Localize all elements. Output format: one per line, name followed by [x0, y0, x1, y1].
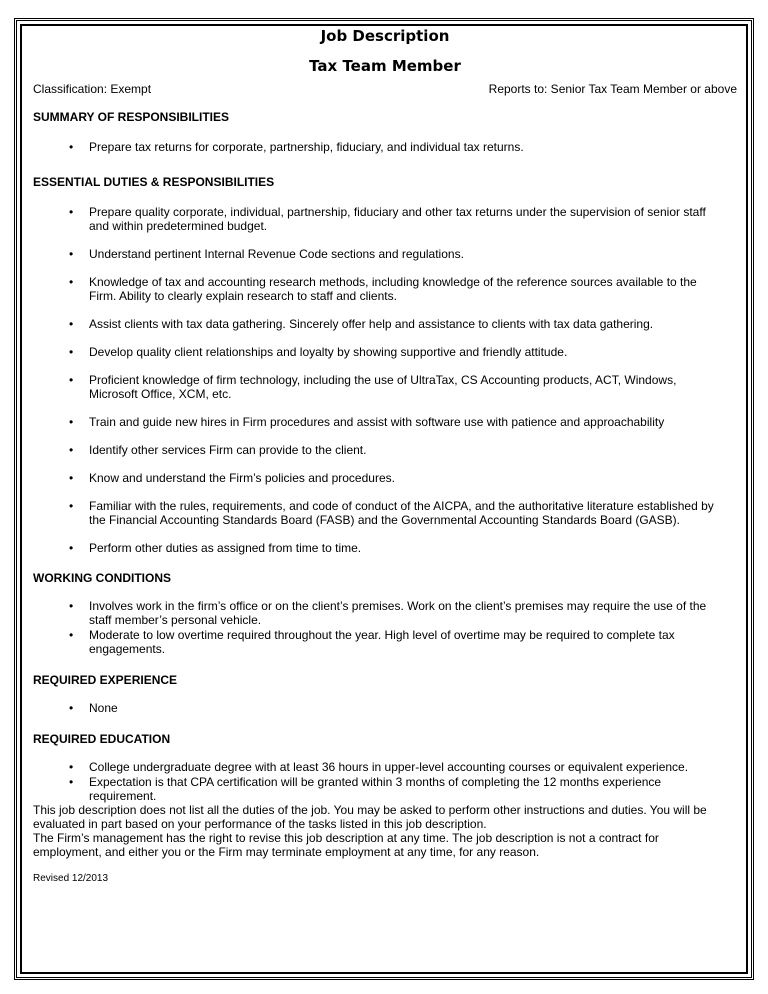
list-item: • Develop quality client relationships and loyalty by showing supportive and friendly attitude. — [33, 345, 725, 359]
essential-duties-heading: ESSENTIAL DUTIES & RESPONSIBILITIES — [33, 175, 275, 189]
list-item: • College undergraduate degree with at least 36 hours in upper-level accounting courses or equivalent experience. — [33, 760, 725, 774]
list-item: • Involves work in the firm’s office or on the client’s premises. Work on the client’s premises may require the use of the staff member’s personal vehicle. — [33, 599, 725, 627]
summary-list — [33, 140, 737, 154]
essential-duties-list — [33, 205, 737, 555]
list-item: • Train and guide new hires in Firm procedures and assist with software use with patience and approachability — [33, 415, 725, 429]
working-conditions-list — [33, 599, 737, 656]
list-item: • Identify other services Firm can provide to the client. — [33, 443, 725, 457]
disclaimer-paragraph: This job description does not list all the duties of the job. You may be asked to perform other instructions and duties. You will be evaluated in part based on your performance of the tasks listed in this job description. — [33, 803, 707, 831]
list-item: • Prepare tax returns for corporate, partnership, fiduciary, and individual tax returns. — [33, 140, 725, 154]
job-title: Tax Team Member — [309, 57, 461, 75]
list-item: • Know and understand the Firm’s policies and procedures. — [33, 471, 725, 485]
document-title: Job Description — [320, 27, 450, 45]
required-education-list — [33, 760, 737, 803]
list-item: • Prepare quality corporate, individual, partnership, fiduciary and other tax returns under the supervision of senior staff and within predetermined budget. — [33, 205, 725, 233]
meta-row — [33, 82, 737, 96]
list-item: • Expectation is that CPA certification will be granted within 3 months of completing the 12 months experience requirement. — [33, 775, 725, 803]
required-experience-heading: REQUIRED EXPERIENCE — [33, 673, 178, 687]
revision-rights-paragraph: The Firm’s management has the right to revise this job description at any time. The job description is not a contract for employment, and either you or the Firm may terminate employment at any time, for any reason. — [33, 831, 659, 859]
required-experience-list — [33, 701, 737, 715]
list-item: • Proficient knowledge of firm technology, including the use of UltraTax, CS Accounting products, ACT, Windows, Microsoft Office, XCM, etc. — [33, 373, 725, 401]
list-item: • Familiar with the rules, requirements, and code of conduct of the AICPA, and the authoritative literature established by the Financial Accounting Standards Board (FASB) and the Governmental Accounting Standards Board (GASB). — [33, 499, 725, 527]
list-item: • Moderate to low overtime required throughout the year. High level of overtime may be required to complete tax engagements. — [33, 628, 725, 656]
required-education-heading: REQUIRED EDUCATION — [33, 732, 171, 746]
list-item: • Knowledge of tax and accounting research methods, including knowledge of the reference sources available to the Firm. Ability to clearly explain research to staff and clients. — [33, 275, 725, 303]
reports-to: Reports to: Senior Tax Team Member or above — [488, 82, 737, 96]
list-item: • Assist clients with tax data gathering. Sincerely offer help and assistance to clients with tax data gathering. — [33, 317, 725, 331]
summary-heading: SUMMARY OF RESPONSIBILITIES — [33, 110, 230, 124]
classification: Classification: Exempt — [33, 82, 152, 96]
document-body — [33, 26, 737, 885]
list-item: • Perform other duties as assigned from time to time. — [33, 541, 725, 555]
working-conditions-heading: WORKING CONDITIONS — [33, 571, 171, 585]
list-item: • Understand pertinent Internal Revenue Code sections and regulations. — [33, 247, 725, 261]
revised-date: Revised 12/2013 — [33, 873, 109, 884]
list-item: • None — [33, 701, 725, 715]
